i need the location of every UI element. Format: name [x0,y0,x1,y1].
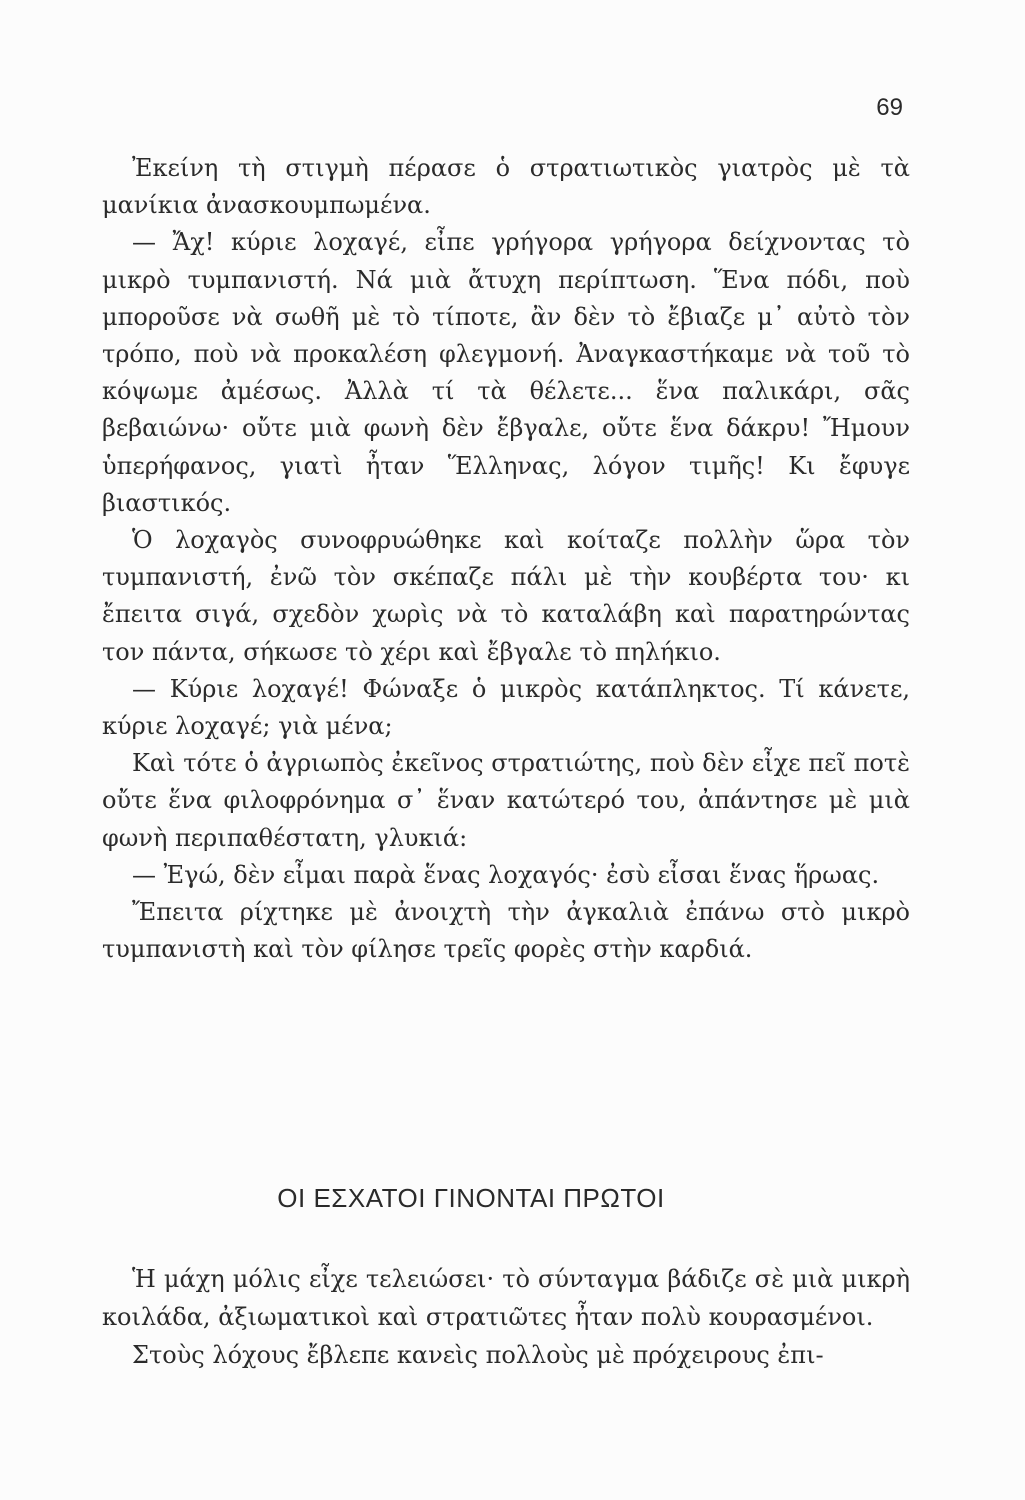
paragraph: Ἐκείνη τὴ στιγμὴ πέρασε ὁ στρατιωτικὸς γιατρὸς μὲ τὰ μανίκια ἀνασκουμπωμένα. [102,154,910,220]
page-number: 69 [876,94,903,121]
paragraph: Ἔπειτα ρίχτηκε μὲ ἀνοιχτὴ τὴν ἀγκαλιὰ ἐπάνω στὸ μικρὸ τυμπανιστὴ καὶ τὸν φίλησε τρεῖς φορὲς στὴν καρδιά. [102,898,910,964]
story-text-bottom [102,1260,910,1374]
section-title: ΟΙ ΕΣΧΑΤΟΙ ΓΙΝΟΝΤΑΙ ΠΡΩΤΟΙ [277,1183,665,1213]
paragraph: Στοὺς λόχους ἔβλεπε κανεὶς πολλοὺς μὲ πρόχειρους ἐπι- [132,1341,824,1369]
paragraph: Καὶ τότε ὁ ἀγριωπὸς ἐκεῖνος στρατιώτης, ποὺ δὲν εἶχε πεῖ ποτὲ οὔτε ἕνα φιλοφρόνημα σ᾿ ἕναν κατώτερό του, ἀπάντησε μὲ μιὰ φωνὴ περιπαθέστατη, γλυκιά: [102,749,910,852]
paragraph: Ὁ λοχαγὸς συνοφρυώθηκε καὶ κοίταζε πολλὴν ὥρα τὸν τυμπανιστή, ἐνῶ τὸν σκέπαζε πάλι μὲ τὴν κουβέρτα του· κι ἔπειτα σιγά, σχεδὸν χωρὶς νὰ τὸ καταλάβη καὶ παρατηρώντας τον πάντα, σήκωσε τὸ χέρι καὶ ἔβγαλε τὸ πηλήκιο. [102,526,910,666]
paragraph: — Ἐγώ, δὲν εἶμαι παρὰ ἕνας λοχαγός· ἐσὺ εἶσαι ἕνας ἥρωας. [132,860,880,889]
paragraph: — Ἄχ! κύριε λοχαγέ, εἶπε γρήγορα γρήγορα δείχνοντας τὸ μικρὸ τυμπανιστή. Νά μιὰ ἄτυχη περίπτωση. Ἕνα πόδι, ποὺ μποροῦσε νὰ σωθῆ μὲ τὸ τίποτε, ἂν δὲν τὸ ἔβιαζε μ᾿ αὐτὸ τὸν τρόπο, ποὺ νὰ προκαλέση φλεγμονή. Ἀναγκαστήκαμε νὰ τοῦ τὸ κόψωμε ἀμέσως. Ἀλλὰ τί τὰ θέλετε... ἕνα παλικάρι, σᾶς βεβαιώνω· οὔτε μιὰ φωνὴ δὲν ἔβγαλε, οὔτε ἕνα δάκρυ! Ἤμουν ὑπερήφανος, γιατὶ ἦταν Ἕλληνας, λόγον τιμῆς! Κι ἔφυγε βιαστικός. [102,228,910,517]
paragraph: Ἡ μάχη μόλις εἶχε τελειώσει· τὸ σύνταγμα βάδιζε σὲ μιὰ μικρὴ κοιλάδα, ἀξιωματικοὶ καὶ στρατιῶτες ἦταν πολὺ κουρασμένοι. [102,1265,910,1331]
paragraph: — Κύριε λοχαγέ! Φώναξε ὁ μικρὸς κατάπληκτος. Τί κάνετε, κύριε λοχαγέ; γιὰ μένα; [102,674,910,741]
story-text-top [102,150,910,968]
